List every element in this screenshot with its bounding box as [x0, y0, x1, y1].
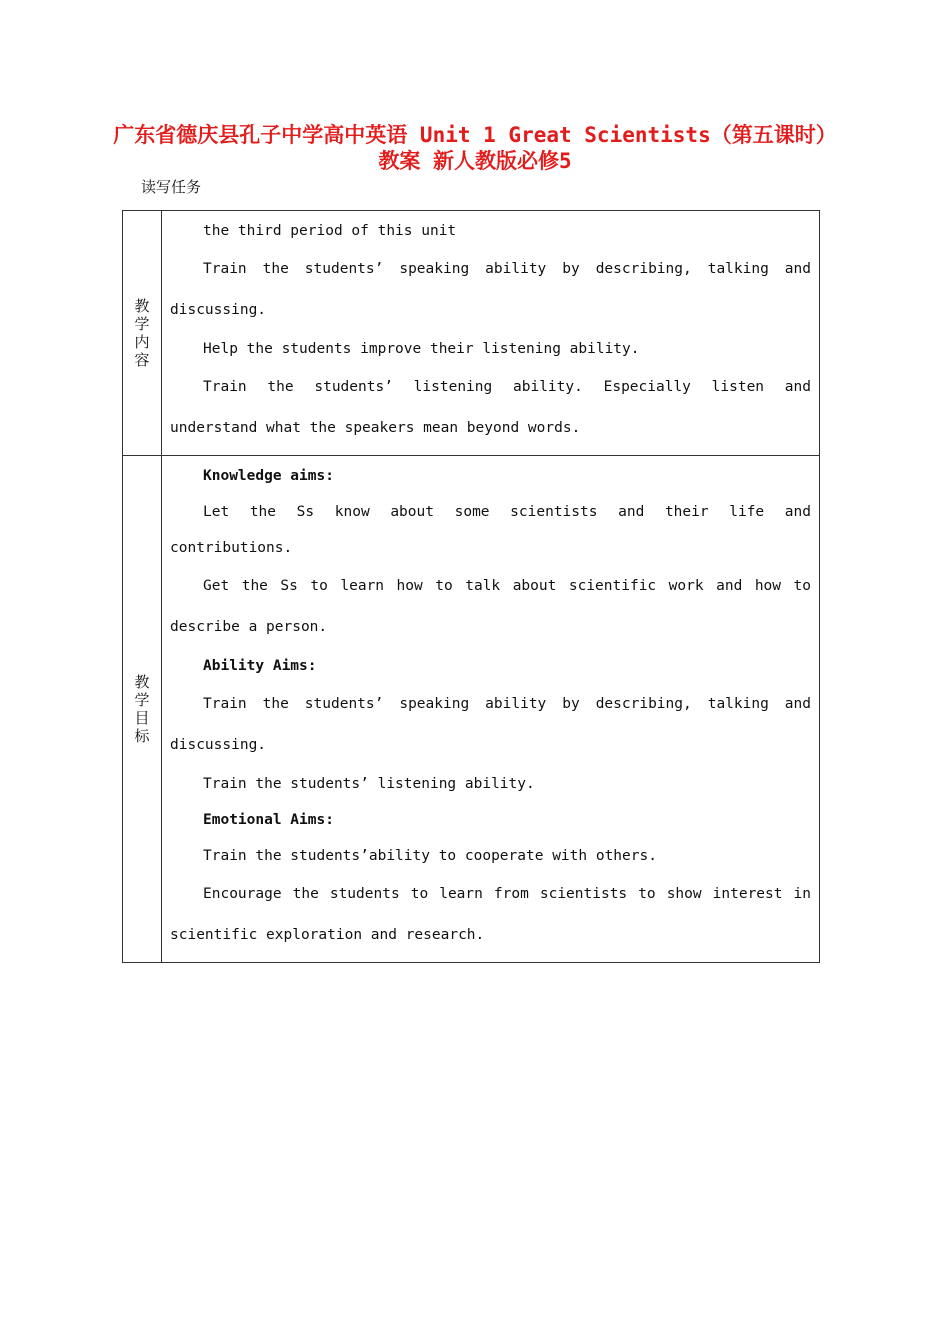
emotional-aims-heading: Emotional Aims: — [203, 812, 334, 828]
row-content-teaching-objectives — [162, 456, 820, 963]
row-label-teaching-content: 教学内容 — [123, 211, 162, 456]
lesson-plan-table — [122, 210, 820, 963]
content-paragraph: Train the students’ listening ability. — [203, 776, 535, 792]
ability-aims-heading: Ability Aims: — [203, 658, 317, 674]
content-paragraph: Train the students’ability to cooperate with others. — [203, 848, 657, 864]
row-content-teaching-content — [162, 211, 820, 456]
content-paragraph: the third period of this unit — [203, 223, 457, 239]
table-row — [123, 211, 820, 456]
content-paragraph: Encourage the students to learn from scientists to show interest in scientific exploration and research. — [170, 886, 811, 943]
content-paragraph: Get the Ss to learn how to talk about scientific work and how to describe a person. — [170, 578, 811, 635]
document-title: 广东省德庆县孔子中学高中英语 Unit 1 Great Scientists（第五课时）教案 新人教版必修5 — [113, 123, 837, 173]
row-label-teaching-objectives: 教学目标 — [123, 456, 162, 963]
content-paragraph: Train the students’ listening ability. Especially listen and understand what the speakers mean beyond words. — [170, 379, 811, 436]
document-subtitle: 读写任务 — [141, 178, 202, 196]
knowledge-aims-heading: Knowledge aims: — [203, 468, 334, 484]
table-row — [123, 456, 820, 963]
content-paragraph: Let the Ss know about some scientists and their life and contributions. — [170, 504, 811, 556]
content-paragraph: Train the students’ speaking ability by describing, talking and discussing. — [170, 261, 811, 318]
content-paragraph: Train the students’ speaking ability by describing, talking and discussing. — [170, 696, 811, 753]
content-paragraph: Help the students improve their listening ability. — [203, 341, 640, 357]
